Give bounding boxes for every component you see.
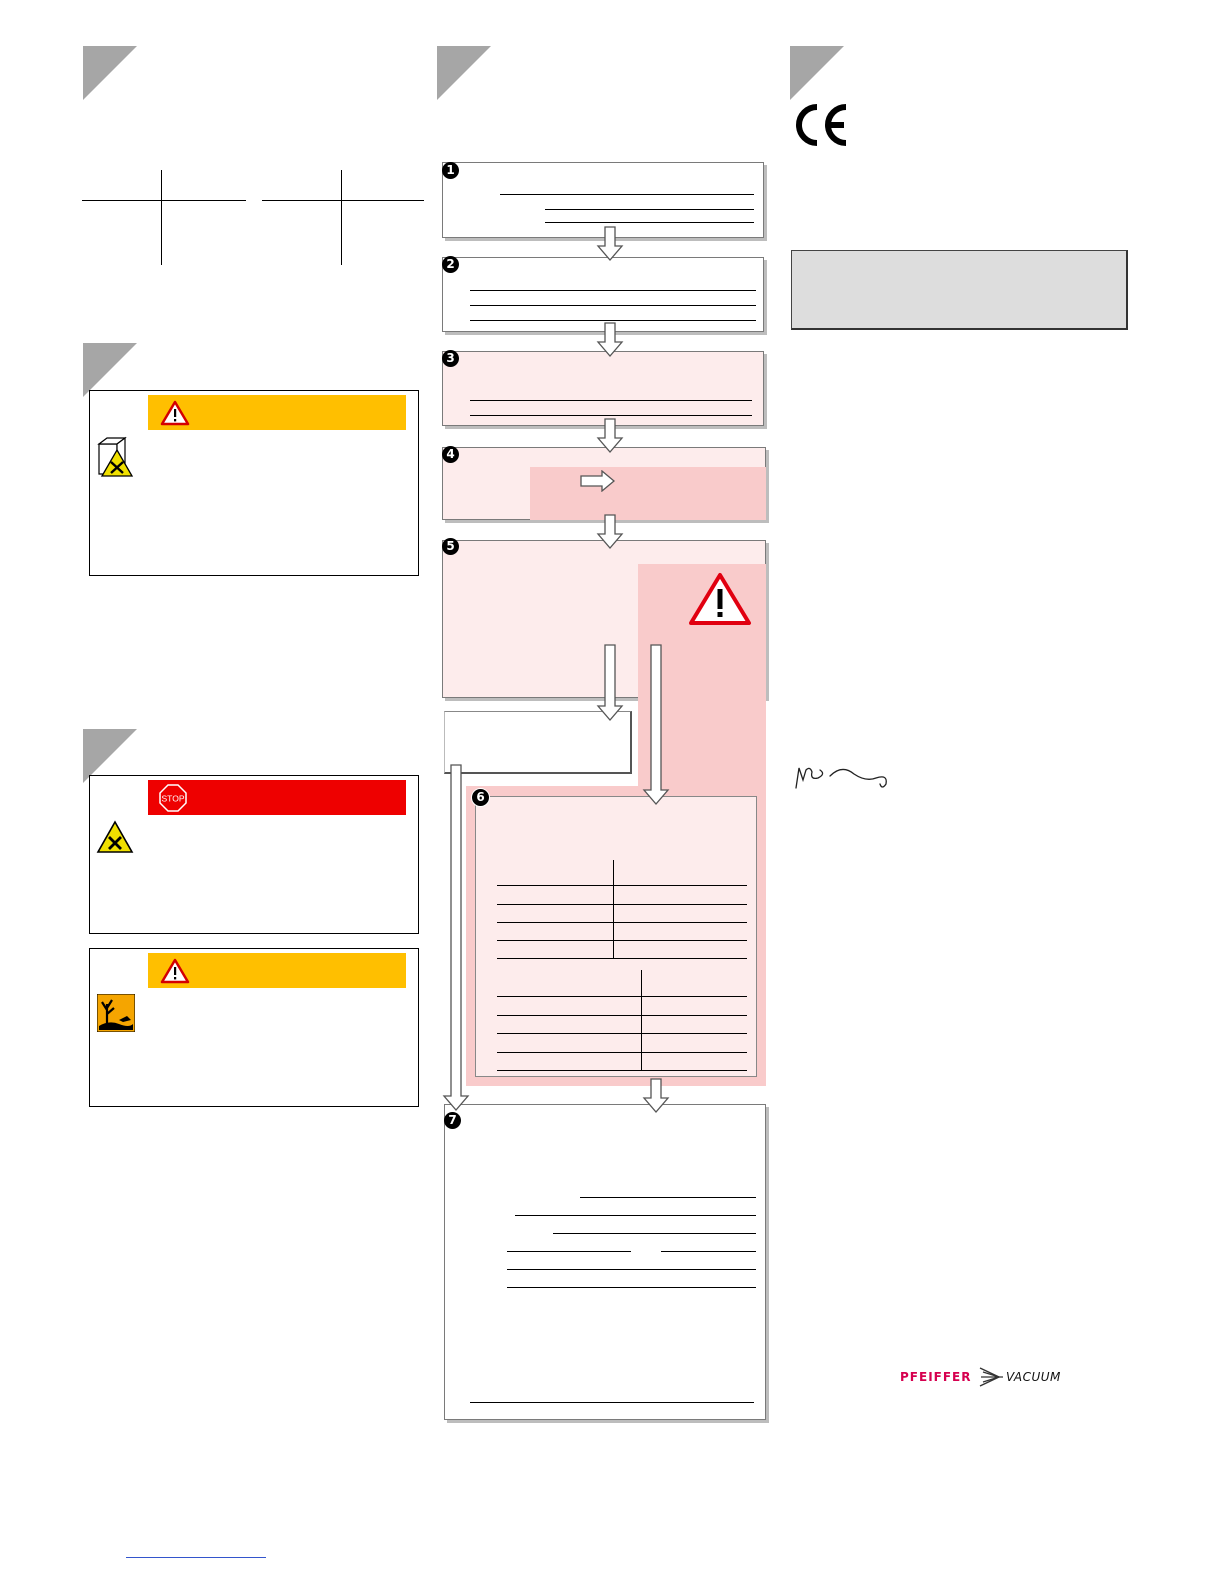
step-4-number: 4 <box>442 446 459 463</box>
down-arrow-icon <box>596 418 624 454</box>
environmental-hazard-icon <box>97 994 135 1032</box>
step-7-number: 7 <box>444 1112 461 1129</box>
step-6-number: 6 <box>471 788 490 807</box>
harmful-substance-icon <box>96 820 134 854</box>
step-2-number: 2 <box>442 256 459 273</box>
step-1-number: 1 <box>442 162 459 179</box>
logo-swoosh-icon <box>979 1366 1005 1388</box>
step-4-highlight <box>530 467 766 520</box>
section-corner-icon <box>790 46 844 100</box>
ce-mark-icon <box>793 103 853 147</box>
down-arrow-icon <box>596 322 624 358</box>
step-5-number: 5 <box>442 538 459 555</box>
warning-triangle-icon <box>160 400 190 426</box>
right-arrow-icon <box>580 470 616 492</box>
down-arrow-icon <box>642 1078 670 1114</box>
step-6-box <box>475 796 757 1077</box>
caution-bar <box>148 953 406 988</box>
contaminated-container-icon <box>97 436 135 478</box>
section-corner-icon <box>83 343 137 397</box>
caution-box-environment <box>89 948 419 1107</box>
down-arrow-icon <box>442 764 470 1112</box>
caution-bar <box>148 395 406 430</box>
section-corner-icon <box>437 46 491 100</box>
pfeiffer-vacuum-logo <box>900 1366 1080 1388</box>
handwritten-signature <box>790 756 894 792</box>
danger-bar <box>148 780 406 815</box>
section-corner-icon <box>83 46 137 100</box>
down-arrow-icon <box>596 226 624 262</box>
step-3-number: 3 <box>442 350 459 367</box>
step-7-box <box>444 1104 766 1420</box>
stop-sign-label: STOP <box>161 793 185 804</box>
danger-box-harmful <box>89 775 419 934</box>
stop-sign-icon <box>159 784 187 812</box>
logo-brand-text: PFEIFFER <box>900 1370 972 1384</box>
warning-triangle-icon <box>160 958 190 984</box>
down-arrow-icon <box>596 514 624 550</box>
declaration-box <box>791 250 1128 330</box>
down-arrow-icon <box>642 644 670 806</box>
footer-link-underline[interactable] <box>126 1557 266 1558</box>
down-arrow-icon <box>596 644 624 722</box>
logo-product-text: VACUUM <box>1006 1370 1061 1384</box>
warning-triangle-icon <box>688 572 752 626</box>
caution-box-contamination <box>89 390 419 576</box>
